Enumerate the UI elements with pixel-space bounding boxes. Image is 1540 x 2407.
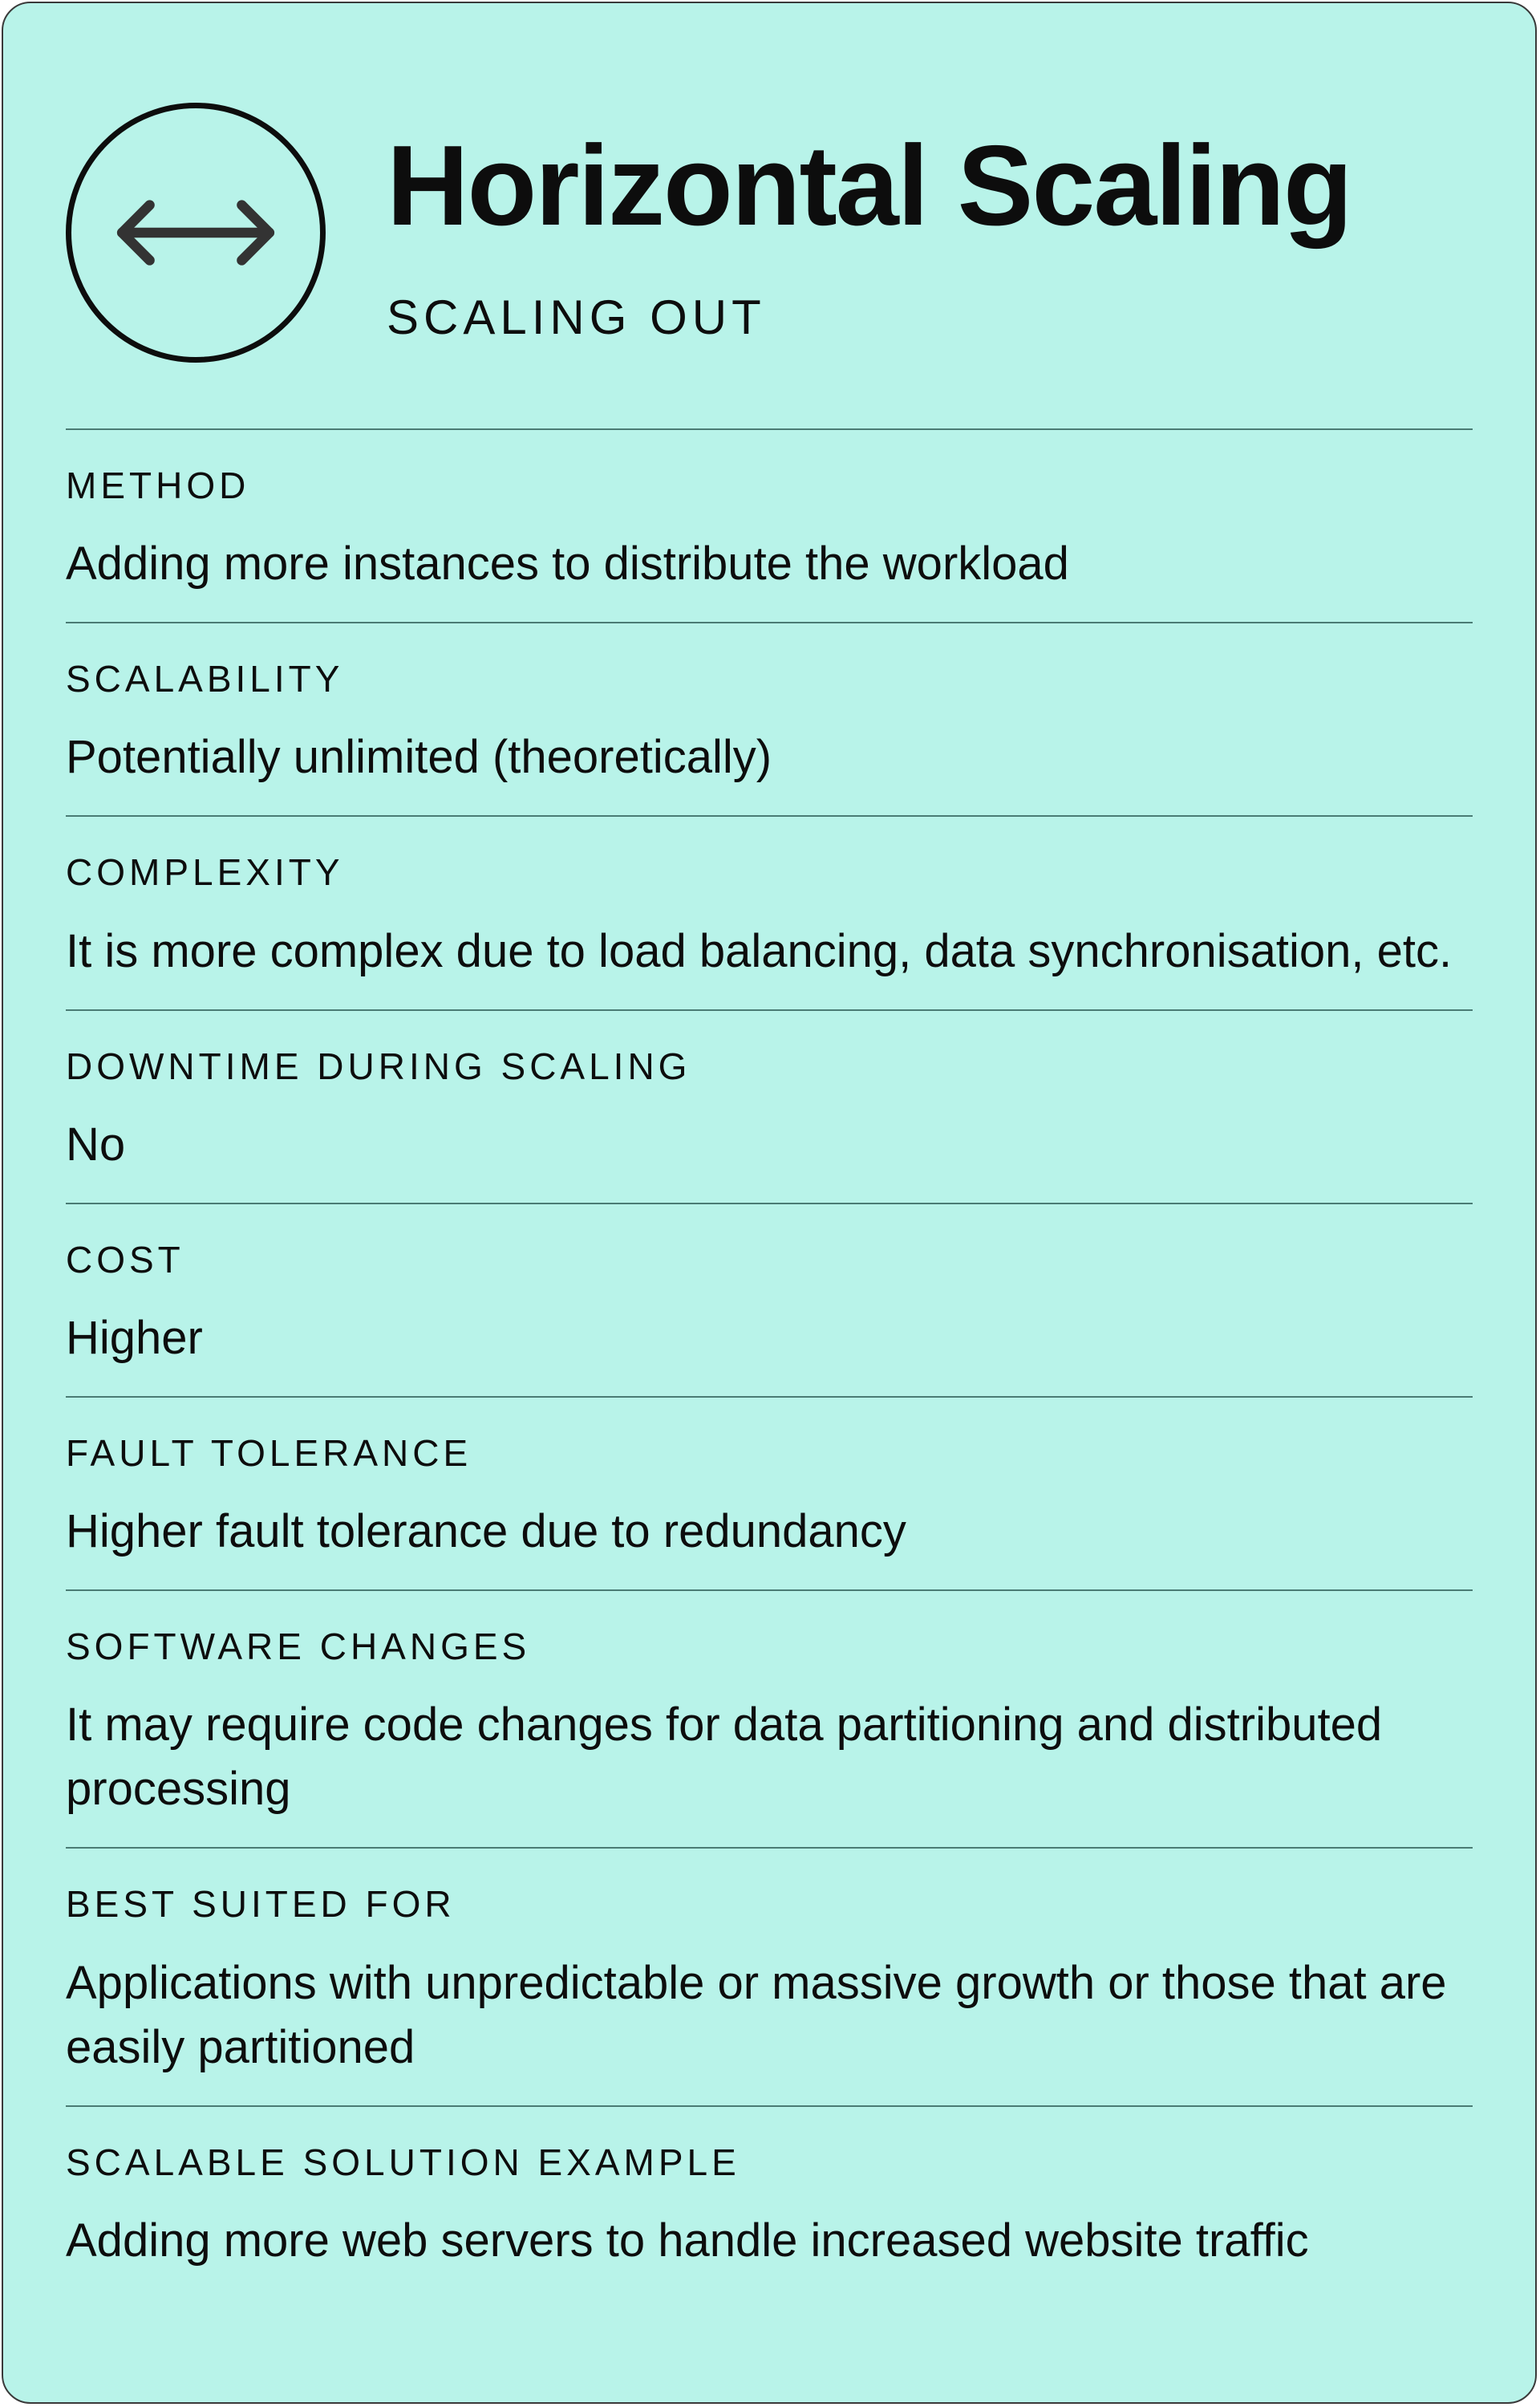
- attribute-row-software-changes: [66, 1589, 1473, 1847]
- attribute-row-scalable-solution-example: [66, 2105, 1473, 2299]
- card-header: [66, 103, 1473, 367]
- attribute-label: COST: [66, 1238, 184, 1281]
- attribute-label: FAULT TOLERANCE: [66, 1431, 472, 1474]
- attribute-value: Higher fault tolerance due to redundancy: [66, 1505, 906, 1558]
- attribute-row-method: [66, 428, 1473, 622]
- attribute-row-downtime: [66, 1009, 1473, 1203]
- attribute-label: SCALABLE SOLUTION EXAMPLE: [66, 2141, 740, 2183]
- attribute-value: Higher: [66, 1311, 203, 1364]
- double-arrow-horizontal-icon: [66, 103, 326, 363]
- attribute-label: COMPLEXITY: [66, 851, 344, 894]
- attribute-value: Adding more web servers to handle increased website traffic: [66, 2214, 1309, 2267]
- card-subtitle: SCALING OUT: [387, 290, 766, 344]
- attribute-label: SCALABILITY: [66, 658, 344, 700]
- attribute-row-complexity: [66, 815, 1473, 1009]
- attribute-value: It may require code changes for data partitioning and distributed processing: [66, 1699, 1383, 1816]
- scaling-card: [2, 2, 1537, 2404]
- attribute-value: It is more complex due to load balancing, data synchronisation, etc.: [66, 924, 1453, 977]
- attribute-row-scalability: [66, 622, 1473, 815]
- attribute-label: SOFTWARE CHANGES: [66, 1626, 531, 1668]
- card-title: Horizontal Scaling: [387, 122, 1352, 250]
- attribute-value: Potentially unlimited (theoretically): [66, 731, 772, 784]
- attribute-row-fault-tolerance: [66, 1396, 1473, 1589]
- attribute-row-cost: [66, 1203, 1473, 1396]
- attribute-row-best-suited-for: [66, 1847, 1473, 2105]
- attribute-label: METHOD: [66, 465, 250, 506]
- attribute-value: No: [66, 1118, 126, 1171]
- attribute-label: DOWNTIME DURING SCALING: [66, 1045, 691, 1087]
- attribute-value: Adding more instances to distribute the workload: [66, 538, 1069, 591]
- attribute-value: Applications with unpredictable or massive growth or those that are easily partitioned: [66, 1956, 1447, 2073]
- attribute-list: [66, 428, 1473, 2299]
- attribute-label: BEST SUITED FOR: [66, 1883, 456, 1926]
